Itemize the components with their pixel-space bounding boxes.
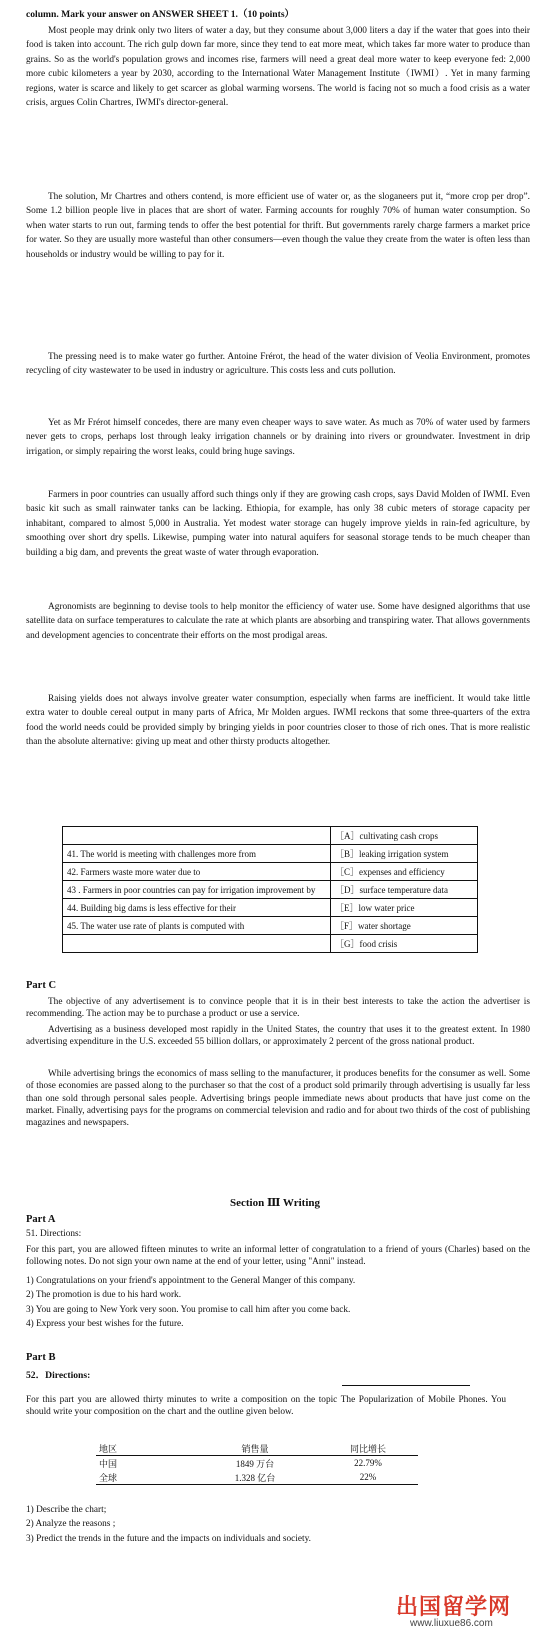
table-header-row — [96, 1441, 418, 1456]
matching-row — [63, 827, 478, 845]
matching-row — [63, 899, 478, 917]
matching-option: ［E］low water price — [331, 899, 478, 917]
matching-row — [63, 845, 478, 863]
sales-table — [96, 1441, 418, 1485]
passage-paragraph-7: Raising yields does not always involve greater water consumption, especially when farms are inefficient. It would take little extra water to double cereal output in many parts of Africa, Mr Molden argues. IWMI reckons that some three-quarters of the extra food the world needs could be provided simply by bringing yields in poor countries closer to those of rich ones. That is more realistic than the absolute alternative: giving up meat and other thirsty products altogether. — [26, 694, 530, 748]
part-c-paragraph-3: While advertising brings the economics of mass selling to the manufacturer, it produces benefits for the consumer as well. Some of those economies are passed along to the purchaser so that the cost of a product sold primarily through advertising is usually far less than one sold through personal sales people. Advertising brings people immediate news about products that have just come on the market. Finally, advertising pays for the programs on commercial television and radio and for about two thirds of the cost of publishing magazines and newspapers. — [26, 1069, 530, 1129]
list-item: 1) Describe the chart; — [26, 1505, 107, 1515]
matching-option: ［G］food crisis — [331, 935, 478, 953]
part-b-points — [26, 1503, 530, 1546]
instruction-header: column. Mark your answer on ANSWER SHEET 1.（10 points） — [26, 9, 295, 20]
passage-paragraph-5: Farmers in poor countries can usually afford such things only if they are growing cash crops, says David Molden of IWMI. Even basic kit such as small rainwater tanks can be lacking. Ethiopia, for example, has only 38 cubic meters of storage capacity per inhabitant, compared to almost 5,000 in Australia. Yet modest water storage can hugely improve yields in rain-fed agriculture, by smoothing over short dry spells. Likewise, pumping water into natural aquifers for seasonal storage tends to be much cheaper than building a big dam, and prevents the great waste of water through evaporation. — [26, 490, 530, 558]
matching-question — [63, 935, 331, 953]
table-cell: 1849 万台 — [235, 1458, 275, 1469]
matching-table — [62, 826, 478, 953]
matching-question: 42. Farmers waste more water due to — [63, 863, 331, 881]
passage-paragraph-2: The solution, Mr Chartres and others contend, is more efficient use of water or, as the sloganeers put it, “more crop per drop”. Some 1.2 billion people live in places that are short of water. Farming accounts for roughly 70% of human water consumption. So when water starts to run out, farming tends to offer the best potential for thrift. But governments rarely charge farmers a market price for water. So they are usually more wasteful than other consumers—even though the value they create from the water is often less than households or industry would be willing to pay for it. — [26, 192, 530, 260]
table-cell: 22% — [318, 1470, 418, 1485]
matching-question — [63, 827, 331, 845]
part-a-points — [26, 1274, 530, 1332]
part-b-directions-text: For this part you are allowed thirty minutes to write a composition on the topic The Popularization of Mobile Phones. You should write your composition on the chart and the outline given below. — [26, 1395, 506, 1418]
passage-paragraph-4: Yet as Mr Frérot himself concedes, there are many even cheaper ways to save water. As much as 70% of water used by farmers never gets to crops, perhaps lost through leaky irrigation channels or by draining into rivers or groundwater. Investment in drip irrigation, or simply repairing the worst leaks, could bring huge savings. — [26, 418, 530, 457]
table-cell: 全球 — [96, 1470, 192, 1485]
table-row — [96, 1470, 418, 1485]
matching-row — [63, 935, 478, 953]
table-row — [96, 1456, 418, 1471]
passage-paragraph-6: Agronomists are beginning to devise tools to help monitor the efficiency of water use. Some have designed algorithms that use satellite data on surface temperatures to calculate the rate at which plants are absorbing and transpiring water. That allows governments and development agencies to concentrate their efforts on the most prodigal areas. — [26, 602, 530, 641]
matching-option: ［C］expenses and efficiency — [331, 863, 478, 881]
part-c-title: Part C — [26, 980, 57, 991]
table-header-cell: 销售量 — [192, 1441, 318, 1456]
part-a-title: Part A — [26, 1214, 56, 1225]
part-a-directions-label: 51. Directions: — [26, 1229, 82, 1239]
matching-question: 43 . Farmers in poor countries can pay for irrigation improvement by — [63, 881, 331, 899]
table-cell: 22.79% — [354, 1458, 382, 1468]
matching-question: 45. The water use rate of plants is computed with — [63, 917, 331, 935]
table-header-cell: 地区 — [96, 1441, 192, 1456]
matching-question: 41. The world is meeting with challenges more from — [63, 845, 331, 863]
passage-paragraph-1: Most people may drink only two liters of water a day, but they consume about 3,000 liters a day if the water that goes into their food is taken into account. The rich gulp down far more, since they tend to eat more meat, which takes far more water to produce than grains. So as the world's population grows and incomes rise, farmers will need a great deal more water to keep everyone fed: 2,000 more cubic kilometers a year by 2030, according to the International Water Management Institute（IWMI）. Yet in many farming regions, water is scarce and likely to get scarcer as global warming worsens. The world is facing not so much a food crisis as a water crisis, argues Colin Chartres, IWMI's director-general. — [26, 26, 530, 109]
list-item: 2) The promotion is due to his hard work. — [26, 1290, 182, 1301]
list-item: 3) You are going to New York very soon. You promise to call him after you come back. — [26, 1304, 351, 1315]
matching-row — [63, 917, 478, 935]
matching-option: ［B］leaking irrigation system — [331, 845, 478, 863]
matching-option: ［F］water shortage — [331, 917, 478, 935]
matching-row — [63, 881, 478, 899]
watermark-url: www.liuxue86.com — [410, 1618, 493, 1629]
table-cell: 1.328 亿台 — [192, 1470, 318, 1485]
part-b-title: Part B — [26, 1352, 56, 1363]
matching-option: ［A］cultivating cash crops — [331, 827, 478, 845]
part-c-paragraph-2: Advertising as a business developed most rapidly in the United States, the country that uses it to the greatest extent. In 1980 advertising expenditure in the U.S. exceeded 55 billion dollars, or approximately 2 percent of the gross national product. — [26, 1025, 530, 1048]
table-header-cell: 同比增长 — [318, 1441, 418, 1456]
list-item: 1) Congratulations on your friend's appointment to the General Manger of this company. — [26, 1276, 356, 1286]
site-watermark-logo — [396, 1590, 546, 1629]
list-item: 2) Analyze the reasons ; — [26, 1519, 116, 1530]
writing-section-title: Section Ⅲ Writing — [230, 1197, 320, 1209]
part-c-paragraph-1: The objective of any advertisement is to convince people that it is in their best interests to take the action the advertiser is recommending. The action may be to purchase a product or use a service. — [26, 997, 530, 1020]
matching-option: ［D］surface temperature data — [331, 881, 478, 899]
part-b-directions-label: 52．Directions: — [26, 1370, 91, 1381]
list-item: 3) Predict the trends in the future and the impacts on individuals and society. — [26, 1533, 311, 1544]
divider — [342, 1385, 470, 1386]
list-item: 4) Express your best wishes for the future. — [26, 1319, 184, 1330]
matching-question: 44. Building big dams is less effective for their — [63, 899, 331, 917]
part-a-directions-text: For this part, you are allowed fifteen minutes to write an informal letter of congratulation to a friend of yours (Charles) based on the following notes. Do not sign your own name at the end of your letter, using "Anni" instead. — [26, 1245, 530, 1268]
passage-paragraph-3: The pressing need is to make water go further. Antoine Frérot, the head of the water division of Veolia Environment, promotes recycling of city wastewater to be used in industry or agriculture. This costs less and cuts pollution. — [26, 352, 530, 377]
watermark-text: 出国留学网 — [396, 1595, 512, 1620]
table-cell: 中国 — [99, 1458, 118, 1469]
matching-row — [63, 863, 478, 881]
